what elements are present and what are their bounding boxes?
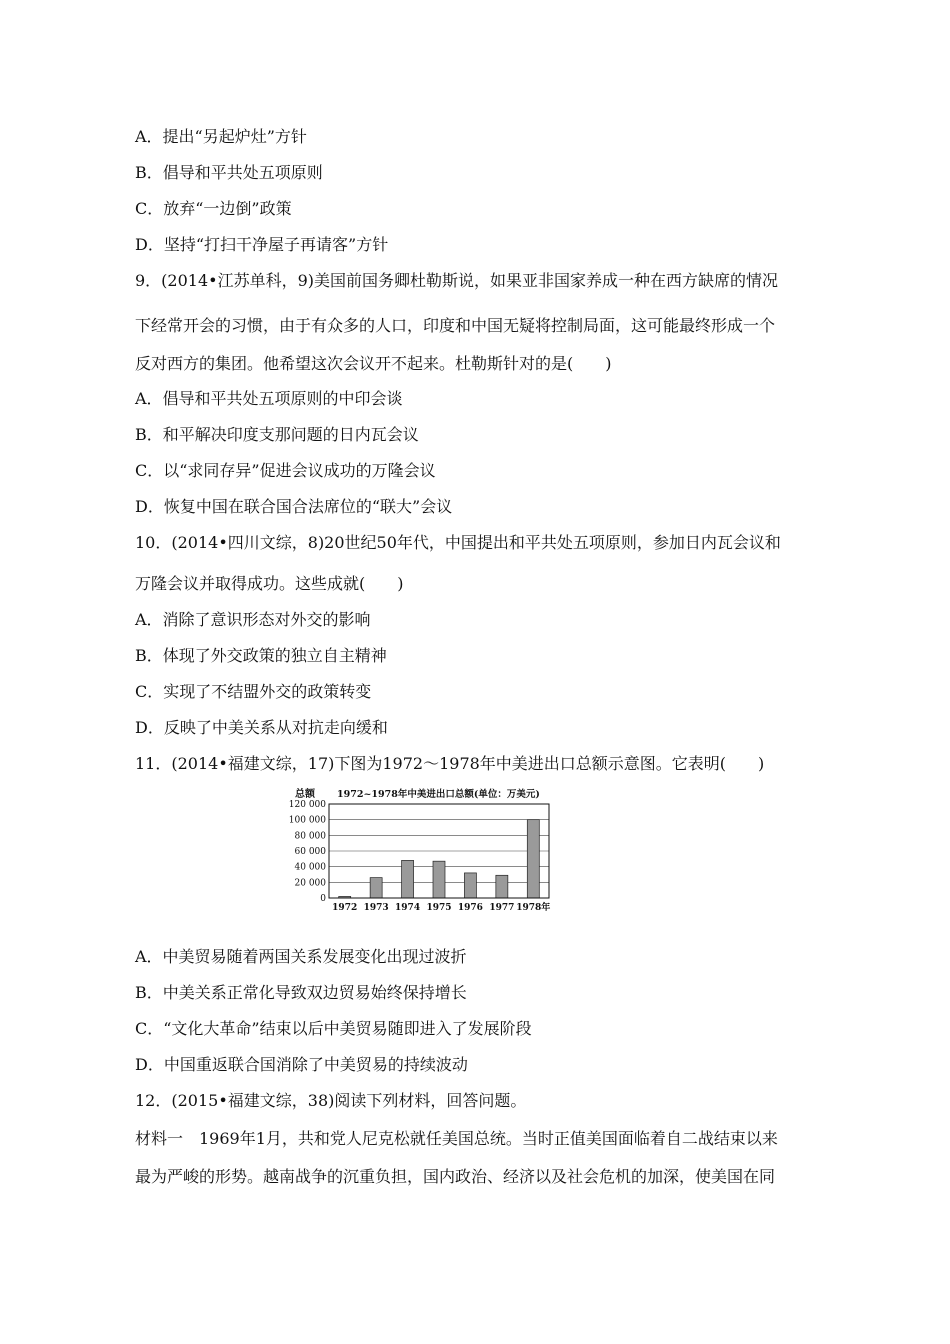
- q9-option-d: D．恢复中国在联合国合法席位的“联大”会议: [135, 497, 453, 516]
- chart-x-tick-label: 1974: [395, 903, 421, 913]
- chart-bar-1975: [433, 861, 445, 898]
- chart-bar-1974: [402, 860, 414, 898]
- q12-material-line-2: 最为严峻的形势。越南战争的沉重负担，国内政治、经济以及社会危机的加深，使美国在同: [135, 1167, 776, 1186]
- q8-option-a: A．提出“另起炉灶”方针: [135, 127, 307, 146]
- q10-option-a: A．消除了意识形态对外交的影响: [135, 610, 371, 629]
- chart-title: 1972~1978年中美进出口总额(单位：万美元): [337, 789, 540, 800]
- q11-option-d: D．中国重返联合国消除了中美贸易的持续波动: [135, 1055, 468, 1074]
- q11-option-b: B．中美关系正常化导致双边贸易始终保持增长: [135, 983, 467, 1002]
- q9-stem-line-3: 反对西方的集团。他希望这次会议开不起来。杜勒斯针对的是( ): [135, 354, 612, 373]
- chart-x-tick-label: 1977: [489, 903, 515, 913]
- chart-bar-1977: [496, 875, 508, 898]
- q11-option-c: C．“文化大革命”结束以后中美贸易随即进入了发展阶段: [135, 1019, 532, 1038]
- chart-x-tick-label: 1975: [426, 903, 452, 913]
- chart-y-tick-label: 40 000: [294, 862, 326, 873]
- q10-stem-line-2: 万隆会议并取得成功。这些成就( ): [135, 574, 404, 593]
- q11-stem: 11．(2014•福建文综，17)下图为1972～1978年中美进出口总额示意图。它表明( ): [135, 754, 765, 773]
- q10-option-b: B．体现了外交政策的独立自主精神: [135, 646, 387, 665]
- chart-x-tick-label: 1976: [457, 903, 483, 913]
- q12-stem: 12．(2015•福建文综，38)阅读下列材料，回答问题。: [135, 1091, 527, 1110]
- chart-y-tick-label: 100 000: [288, 815, 326, 826]
- q10-stem-line-1: 10．(2014•四川文综，8)20世纪50年代，中国提出和平共处五项原则，参加日内瓦会议和: [135, 533, 781, 552]
- chart-y-axis-title: 总额: [295, 789, 315, 800]
- q8-option-d: D．坚持“打扫干净屋子再请客”方针: [135, 235, 389, 254]
- chart-x-tick-label: 1978年: [516, 903, 551, 913]
- chart-bar-1973: [370, 878, 382, 898]
- chart-y-tick-label: 80 000: [294, 831, 326, 842]
- q9-stem-line-2: 下经常开会的习惯，由于有众多的人口，印度和中国无疑将控制局面，这可能最终形成一个: [135, 316, 776, 335]
- chart-bar-1978年: [527, 820, 539, 898]
- chart-x-tick-label: 1972: [332, 903, 358, 913]
- chart-x-tick-label: 1973: [363, 903, 389, 913]
- q10-option-c: C．实现了不结盟外交的政策转变: [135, 682, 372, 701]
- q9-option-b: B．和平解决印度支那问题的日内瓦会议: [135, 425, 419, 444]
- q9-option-a: A．倡导和平共处五项原则的中印会谈: [135, 389, 403, 408]
- chart-bar-1976: [464, 873, 476, 898]
- q8-option-c: C．放弃“一边倒”政策: [135, 199, 292, 218]
- q8-option-b: B．倡导和平共处五项原则: [135, 163, 323, 182]
- chart-y-tick-label: 20 000: [294, 878, 326, 889]
- chart-y-tick-label: 60 000: [294, 847, 326, 857]
- q10-option-d: D．反映了中美关系从对抗走向缓和: [135, 718, 388, 737]
- chart-y-tick-label: 0: [320, 894, 326, 904]
- q9-option-c: C．以“求同存异”促进会议成功的万隆会议: [135, 461, 436, 480]
- q12-material-line-1: 材料一 1969年1月，共和党人尼克松就任美国总统。当时正值美国面临着自二战结束以来: [135, 1129, 778, 1148]
- q11-option-a: A．中美贸易随着两国关系发展变化出现过波折: [135, 947, 467, 966]
- trade-bar-chart-svg: [285, 786, 565, 916]
- trade-bar-chart: [285, 786, 565, 916]
- chart-y-tick-label: 120 000: [288, 800, 326, 810]
- q9-stem-line-1: 9．(2014•江苏单科，9)美国前国务卿杜勒斯说，如果亚非国家养成一种在西方缺席的情况: [135, 271, 779, 290]
